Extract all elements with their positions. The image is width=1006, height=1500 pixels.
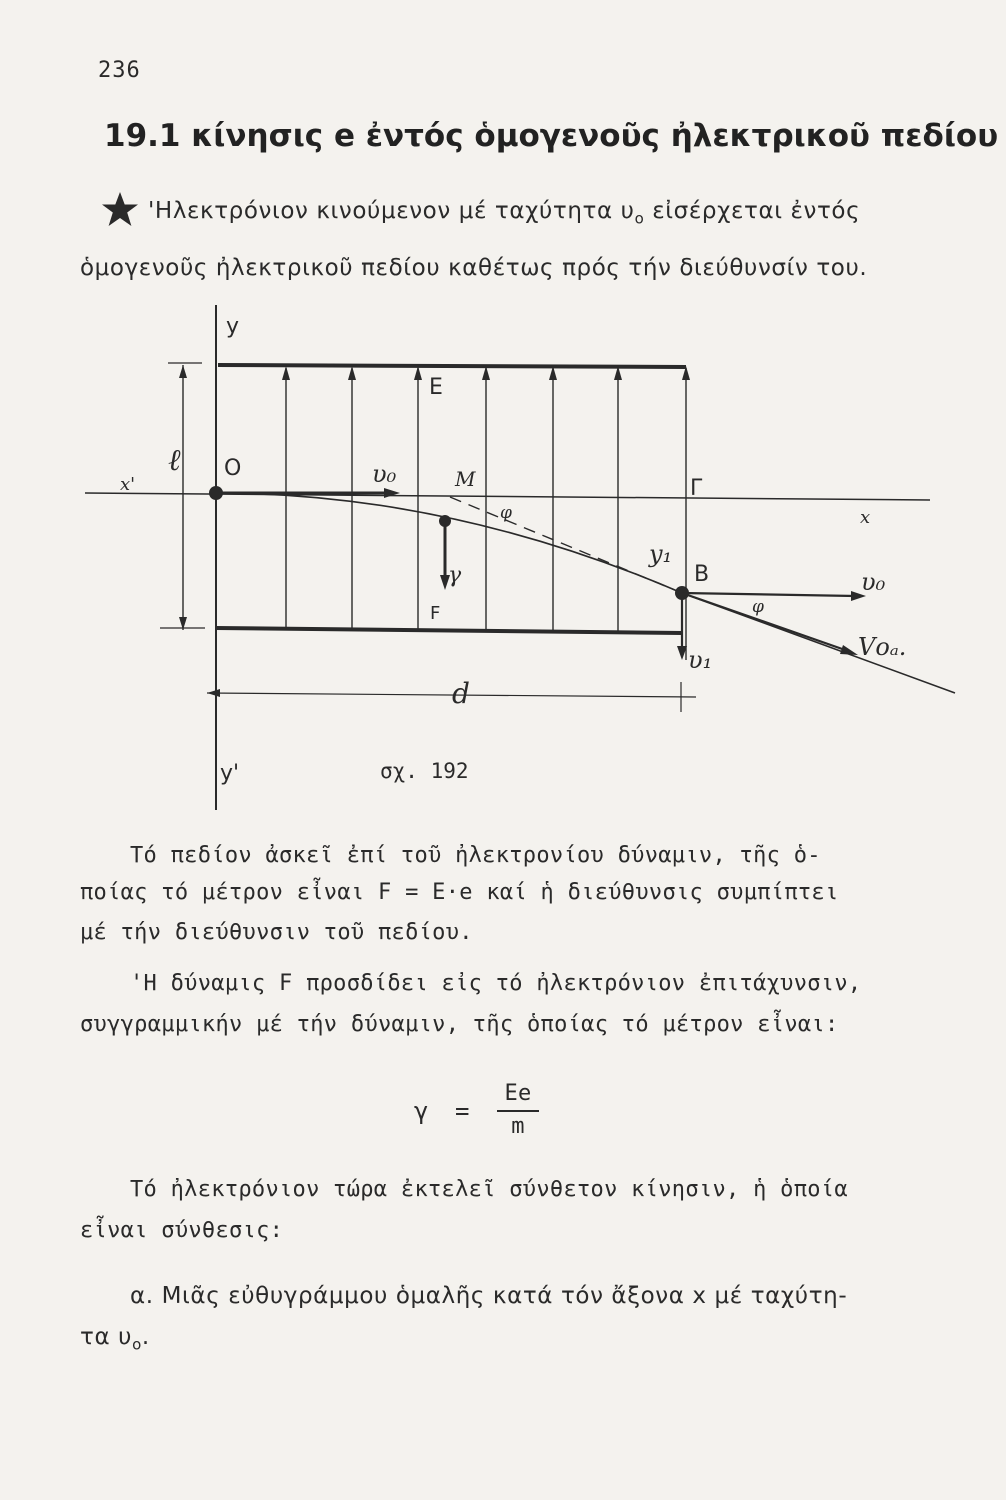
item-a-line-2 xyxy=(80,1324,150,1354)
label-E: E xyxy=(429,375,443,400)
item-a-v0 xyxy=(118,1324,142,1354)
p1-line-1: Τό πεδίον ἀσκεῖ ἐπί τοῦ ἠλεκτρονίου δύναμιν, τῆς ὁ- xyxy=(130,843,821,868)
label-phi-B: φ xyxy=(752,597,764,617)
item-a-marker: α. xyxy=(130,1283,154,1309)
v0-symbol: υ xyxy=(620,198,635,224)
p1-line-2: ποίας τό μέτρον εἶναι F = E·e καί ἡ διεύθυνσις συμπίπτει xyxy=(80,880,839,905)
v0-subscript: o xyxy=(634,209,645,228)
intro-v0 xyxy=(620,198,645,228)
label-B: B xyxy=(694,562,710,587)
p1-line-3: μέ τήν διεύθυνσιν τοῦ πεδίου. xyxy=(80,920,473,945)
figure-caption: σχ. 192 xyxy=(380,759,469,783)
p3-line-1: Τό ἠλεκτρόνιον τώρα ἐκτελεῖ σύνθετον κίνησιν, ἡ ὁποία xyxy=(130,1177,848,1202)
electron-trajectory xyxy=(216,493,955,693)
label-O: O xyxy=(224,456,242,481)
label-v1: υ₁ xyxy=(688,646,713,674)
label-gamma: γ xyxy=(448,563,462,588)
label-v0-O: υ₀ xyxy=(372,460,397,488)
intro-line-1 xyxy=(148,198,860,228)
label-F: F xyxy=(430,603,441,624)
label-v-result: Vοₐ. xyxy=(858,633,907,661)
formula-denominator: m xyxy=(511,1114,525,1139)
p3-line-2: εἶναι σύνθεσις: xyxy=(80,1218,284,1243)
item-a-v0-symbol: υ xyxy=(118,1324,133,1350)
formula-lhs: γ xyxy=(414,1097,429,1125)
label-l: ℓ xyxy=(168,443,181,478)
resultant-velocity-vector xyxy=(682,593,848,651)
top-plate xyxy=(218,365,686,367)
intro-line-1-text: 'Ηλεκτρόνιον κινούμενον μέ ταχύτητα xyxy=(148,198,613,224)
label-phi-M: φ xyxy=(500,503,512,523)
star-icon xyxy=(100,190,140,230)
formula-fraction-bar xyxy=(497,1110,539,1112)
intro-line-1-end: εἰσέρχεται ἐντός xyxy=(652,198,861,224)
label-M: M xyxy=(455,467,476,491)
label-y-top: y xyxy=(226,314,240,339)
label-y-bottom: y' xyxy=(220,761,240,786)
label-x-right: x xyxy=(860,507,871,528)
item-a-text-1: Μιᾶς εὐθυγράμμου ὁμαλῆς κατά τόν ἄξονα x μέ ταχύτη- xyxy=(161,1283,848,1309)
label-v0-B: υ₀ xyxy=(861,568,886,596)
item-a-text-2: τα xyxy=(80,1324,111,1350)
p2-line-1: 'Η δύναμις F προσδίδει εἰς τό ἠλεκτρόνιον ἐπιτάχυνσιν, xyxy=(130,971,862,996)
label-Gamma: Γ xyxy=(690,476,703,501)
label-d: d xyxy=(452,677,470,710)
section-heading: 19.1 κίνησις e ἐντός ὁμογενοῦς ἠλεκτρικοῦ πεδίου xyxy=(104,118,999,154)
v0-vector-at-B xyxy=(682,593,855,596)
item-a-v0-subscript: o xyxy=(132,1335,142,1354)
p2-line-2: συγγραμμικήν μέ τήν δύναμιν, τῆς ὁποίας τό μέτρον εἶναι: xyxy=(80,1012,839,1037)
label-x-left: x' xyxy=(120,474,136,495)
field-lines xyxy=(286,368,686,660)
point-O xyxy=(209,486,223,500)
item-a-line-1 xyxy=(130,1283,847,1309)
formula-numerator: Ee xyxy=(504,1081,532,1106)
formula-equals: = xyxy=(455,1097,470,1125)
label-y1: y₁ xyxy=(649,540,673,568)
intro-line-2: ὁμογενοῦς ἠλεκτρικοῦ πεδίου καθέτως πρός τήν διεύθυνσίν του. xyxy=(80,255,868,281)
figure-192 xyxy=(0,300,1006,820)
item-a-period: . xyxy=(141,1324,150,1350)
page-number: 236 xyxy=(98,58,141,83)
